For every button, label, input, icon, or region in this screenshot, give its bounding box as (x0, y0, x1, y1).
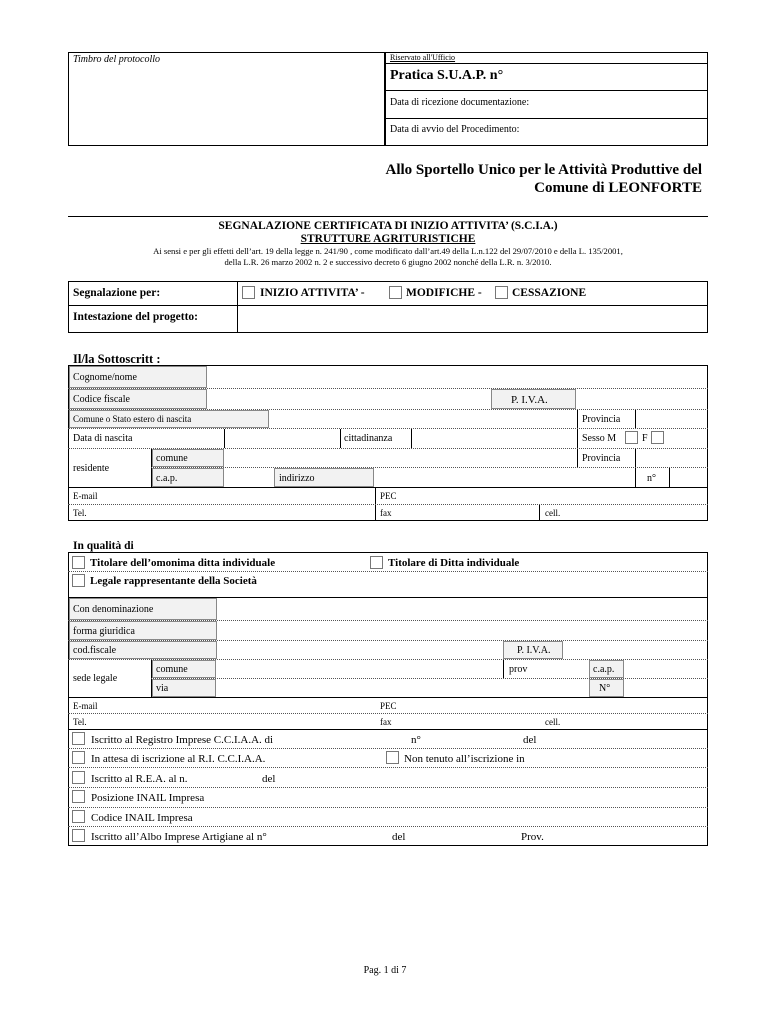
provincia2-input[interactable] (636, 449, 707, 467)
codice-fiscale-input[interactable] (208, 389, 491, 409)
sesso-f-checkbox[interactable] (651, 431, 664, 444)
pec-input[interactable] (405, 488, 707, 504)
tel-label: Tel. (73, 508, 87, 518)
indirizzo-input[interactable] (375, 468, 635, 487)
q-fax-input[interactable] (400, 714, 540, 729)
protocol-stamp-label: Timbro del protocollo (73, 54, 161, 65)
piva-input[interactable] (577, 389, 707, 409)
attesa-iscrizione-checkbox[interactable] (72, 751, 85, 764)
cell-label: cell. (545, 508, 561, 518)
non-tenuto-label: Non tenuto all’iscrizione in (404, 753, 525, 765)
albo-artigiane-prov-label: Prov. (521, 831, 544, 843)
denominazione-input[interactable] (218, 598, 707, 620)
tel-input[interactable] (100, 505, 374, 521)
q-cell-input[interactable] (570, 714, 707, 729)
rea-label: Iscritto al R.E.A. al n. (91, 773, 188, 785)
page-number: Pag. 1 di 7 (363, 965, 407, 976)
codice-fiscale-label: Codice fiscale (73, 394, 130, 405)
q-cell-label: cell. (545, 717, 561, 727)
q-prov-label: prov (509, 664, 528, 675)
project-label: Intestazione del progetto: (73, 311, 198, 323)
q-tel-input[interactable] (100, 714, 374, 729)
albo-artigiane-label: Iscritto all’Albo Imprese Artigiane al n° (91, 831, 267, 843)
non-tenuto-checkbox[interactable] (386, 751, 399, 764)
legale-rappresentante-label: Legale rappresentante della Società (90, 575, 257, 587)
q-comune-label: comune (156, 664, 188, 675)
provincia-input[interactable] (636, 410, 707, 428)
sede-legale-label: sede legale (73, 673, 118, 684)
registro-imprese-n-label: n° (411, 734, 421, 746)
protocol-stamp-box (68, 52, 386, 146)
comune-input[interactable] (225, 449, 576, 467)
q-numero-label: N° (599, 683, 611, 694)
office-label: Riservato all'Ufficio (390, 53, 456, 62)
cap-input[interactable] (225, 468, 273, 487)
q-pec-input[interactable] (405, 698, 707, 713)
recipient-line2: Comune di LEONFORTE (534, 180, 702, 196)
cell-input[interactable] (570, 505, 707, 521)
titolare-ditta-checkbox[interactable] (370, 556, 383, 569)
q-piva-label: P. I.V.A. (517, 645, 551, 656)
cod-fiscale-input[interactable] (218, 641, 502, 659)
pec-label: PEC (380, 491, 397, 501)
comune-nascita-label: Comune o Stato estero di nascita (73, 414, 192, 424)
title-line2: STRUTTURE AGRITURISTICHE (300, 233, 476, 245)
numero-label: n° (647, 473, 656, 484)
sesso-f-label: F (642, 433, 648, 444)
data-ricezione: Data di ricezione documentazione: (390, 97, 530, 108)
cittadinanza-label: cittadinanza (344, 433, 393, 444)
registro-imprese-del-label: del (523, 734, 537, 746)
undersigned-heading: Il/la Sottoscritt : (73, 352, 161, 366)
denominazione-label: Con denominazione (73, 604, 154, 615)
data-nascita-input[interactable] (225, 429, 339, 448)
inizio-label: INIZIO ATTIVITA’ - (260, 287, 365, 299)
registro-imprese-label: Iscritto al Registro Imprese C.C.I.A.A. di (91, 734, 274, 746)
inail-codice-label: Codice INAIL Impresa (91, 812, 193, 824)
data-avvio: Data di avvio del Procedimento: (390, 124, 520, 135)
q-cap-label: c.a.p. (593, 664, 615, 675)
inail-posizione-checkbox[interactable] (72, 790, 85, 803)
q-comune-input[interactable] (217, 660, 502, 678)
titolare-omonima-label: Titolare dell’omonima ditta individuale (90, 557, 276, 569)
q-email-input[interactable] (110, 698, 374, 713)
cognome-input[interactable] (208, 366, 707, 388)
albo-artigiane-checkbox[interactable] (72, 829, 85, 842)
email-input[interactable] (110, 488, 374, 504)
fax-input[interactable] (400, 505, 538, 521)
cessazione-label: CESSAZIONE (512, 287, 587, 299)
residente-label: residente (73, 463, 110, 474)
q-numero-input[interactable] (625, 679, 707, 697)
cap-label: c.a.p. (156, 473, 178, 484)
q-via-input[interactable] (217, 679, 588, 697)
inail-codice-checkbox[interactable] (72, 810, 85, 823)
cognome-label: Cognome/nome (73, 372, 137, 383)
sesso-label: Sesso M (582, 433, 617, 444)
q-prov-input[interactable] (540, 660, 588, 678)
recipient-line1: Allo Sportello Unico per le Attività Produttive del (385, 162, 702, 178)
forma-giuridica-label: forma giuridica (73, 626, 135, 637)
numero-input[interactable] (670, 468, 707, 487)
q-cap-input[interactable] (625, 660, 707, 678)
email-label: E-mail (73, 491, 98, 501)
rea-del-label: del (262, 773, 276, 785)
forma-giuridica-input[interactable] (218, 621, 707, 640)
q-via-label: via (156, 683, 169, 694)
cessazione-checkbox[interactable] (495, 286, 508, 299)
q-tel-label: Tel. (73, 717, 87, 727)
fax-label: fax (380, 508, 392, 518)
inail-posizione-label: Posizione INAIL Impresa (91, 792, 205, 804)
rea-checkbox[interactable] (72, 771, 85, 784)
signal-label: Segnalazione per: (73, 287, 161, 299)
data-nascita-label: Data di nascita (73, 433, 133, 444)
cittadinanza-input[interactable] (412, 429, 576, 448)
attesa-iscrizione-label: In attesa di iscrizione al R.I. C.C.I.A.A. (91, 753, 266, 765)
provincia-label: Provincia (582, 414, 621, 425)
legale-rappresentante-checkbox[interactable] (72, 574, 85, 587)
inizio-checkbox[interactable] (242, 286, 255, 299)
q-fax-label: fax (380, 717, 392, 727)
titolare-ditta-label: Titolare di Ditta individuale (388, 557, 520, 569)
pratica-number: Pratica S.U.A.P. n° (390, 68, 504, 83)
modifiche-label: MODIFICHE - (406, 287, 482, 299)
title-divider (68, 216, 708, 217)
cod-fiscale-label: cod.fiscale (73, 645, 117, 656)
piva-label: P. I.V.A. (511, 394, 548, 406)
title-line1: SEGNALAZIONE CERTIFICATA DI INIZIO ATTIVITA’ (S.C.I.A.) (218, 220, 558, 232)
registro-imprese-checkbox[interactable] (72, 732, 85, 745)
albo-artigiane-del-label: del (392, 831, 406, 843)
indirizzo-label: indirizzo (279, 473, 315, 484)
modifiche-checkbox[interactable] (389, 286, 402, 299)
law-reference-2: della L.R. 26 marzo 2002 n. 2 e successivo decreto 6 giugno 2002 nonché della L.R. n. 3/2010. (224, 257, 552, 267)
q-email-label: E-mail (73, 701, 98, 711)
provincia2-label: Provincia (582, 453, 621, 464)
comune-label: comune (156, 453, 188, 464)
project-input[interactable] (240, 307, 706, 331)
sesso-m-checkbox[interactable] (625, 431, 638, 444)
q-piva-input[interactable] (564, 641, 707, 659)
titolare-omonima-checkbox[interactable] (72, 556, 85, 569)
comune-nascita-input[interactable] (270, 410, 576, 428)
q-pec-label: PEC (380, 701, 397, 711)
quality-heading: In qualità di (73, 540, 134, 552)
law-reference-1: Ai sensi e per gli effetti dell’art. 19 della legge n. 241/90 , come modificato dall’art.49 della L.n.122 del 29/07/2010 e della L. 135/2001, (153, 246, 623, 256)
